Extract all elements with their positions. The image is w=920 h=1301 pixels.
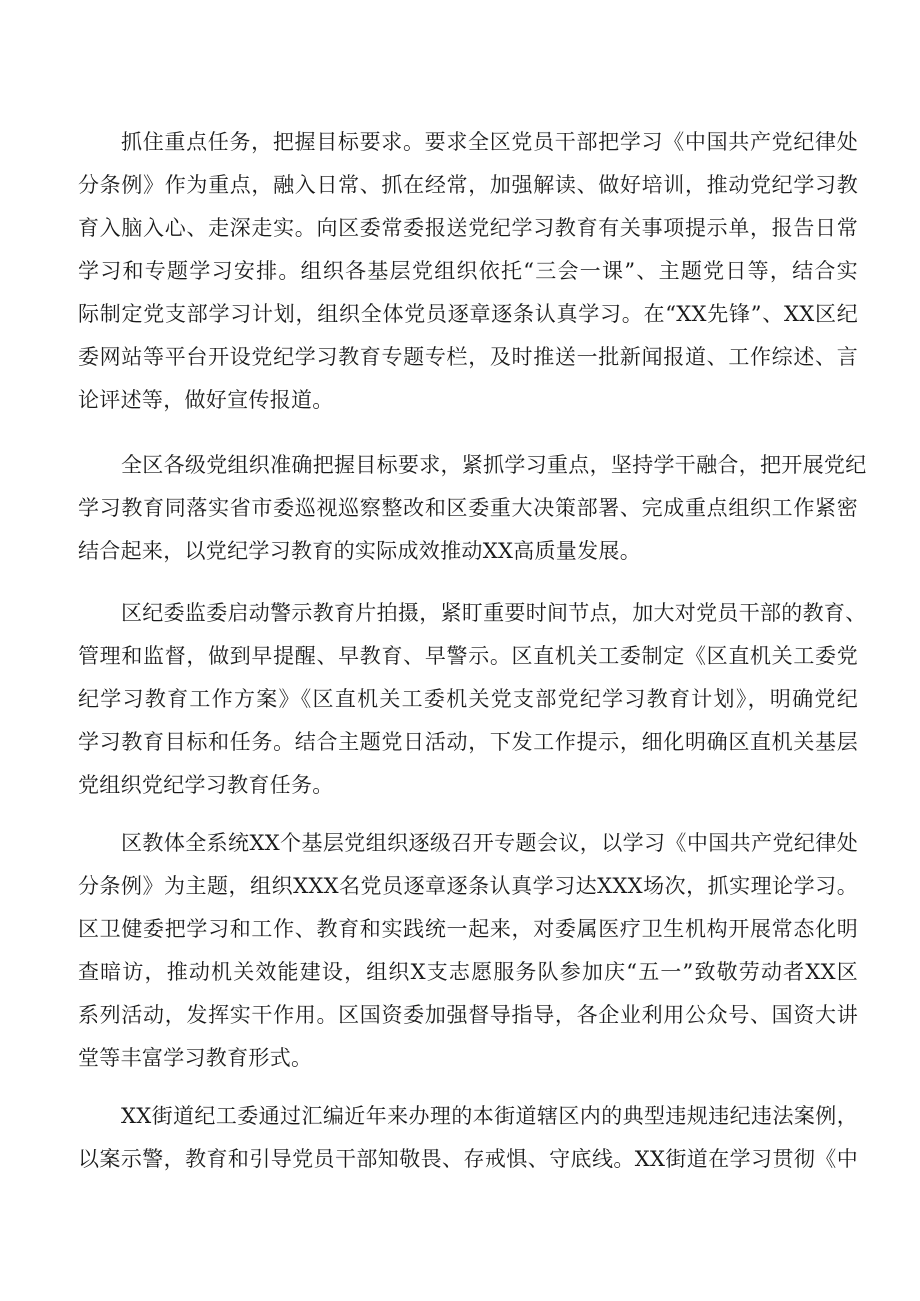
paragraph-1-line-6: 委网站等平台开设党纪学习教育专题专栏，及时推送一批新闻报道、工作综述、言 <box>78 345 858 369</box>
paragraph-1-line-1: 抓住重点任务，把握目标要求。要求全区党员干部把学习《中国共产党纪律处 <box>121 130 858 154</box>
paragraph-3-line-4: 学习教育目标和任务。结合主题党日活动，下发工作提示，细化明确区直机关基层 <box>78 730 858 754</box>
paragraph-3-line-1: 区纪委监委启动警示教育片拍摄，紧盯重要时间节点，加大对党员干部的教育、 <box>121 601 867 625</box>
paragraph-1-line-7: 论评述等，做好宣传报道。 <box>78 388 334 412</box>
paragraph-4-line-6: 堂等丰富学习教育形式。 <box>78 1046 313 1070</box>
paragraph-2-line-1: 全区各级党组织准确把握目标要求，紧抓学习重点，坚持学干融合，把开展党纪 <box>121 453 867 477</box>
paragraph-1-line-2: 分条例》作为重点，融入日常、抓在经常，加强解读、做好培训，推动党纪学习教 <box>78 173 858 197</box>
paragraph-4-line-4: 查暗访，推动机关效能建设，组织X支志愿服务队参加庆“五一”致敬劳动者XX区 <box>78 960 858 984</box>
paragraph-4-line-5: 系列活动，发挥实干作用。区国资委加强督导指导，各企业利用公众号、国资大讲 <box>78 1003 858 1027</box>
paragraph-1-line-5: 际制定党支部学习计划，组织全体党员逐章逐条认真学习。在“XX先锋”、XX区纪 <box>78 302 858 326</box>
paragraph-3-line-3: 纪学习教育工作方案》《区直机关工委机关党支部党纪学习教育计划》，明确党纪 <box>78 687 858 711</box>
paragraph-1-line-4: 学习和专题学习安排。组织各基层党组织依托“三会一课”、主题党日等，结合实 <box>78 259 858 283</box>
paragraph-4-line-1: 区教体全系统XX个基层党组织逐级召开专题会议，以学习《中国共产党纪律处 <box>121 831 858 855</box>
paragraph-5-line-1: XX街道纪工委通过汇编近年来办理的本街道辖区内的典型违规违纪违法案例， <box>121 1104 858 1128</box>
paragraph-4-line-3: 区卫健委把学习和工作、教育和实践统一起来，对委属医疗卫生机构开展常态化明 <box>78 917 858 941</box>
paragraph-5-line-2: 以案示警，教育和引导党员干部知敬畏、存戒惧、守底线。XX街道在学习贯彻《中 <box>78 1147 858 1171</box>
paragraph-1-line-3: 育入脑入心、走深走实。向区委常委报送党纪学习教育有关事项提示单，报告日常 <box>78 216 858 240</box>
paragraph-3-line-5: 党组织党纪学习教育任务。 <box>78 773 334 797</box>
paragraph-2-line-3: 结合起来，以党纪学习教育的实际成效推动XX高质量发展。 <box>78 539 641 563</box>
paragraph-4-line-2: 分条例》为主题，组织XXX名党员逐章逐条认真学习达XXX场次，抓实理论学习。 <box>78 874 858 898</box>
paragraph-2-line-2: 学习教育同落实省市委巡视巡察整改和区委重大决策部署、完成重点组织工作紧密 <box>78 496 858 520</box>
paragraph-3-line-2: 管理和监督，做到早提醒、早教育、早警示。区直机关工委制定《区直机关工委党 <box>78 644 858 668</box>
